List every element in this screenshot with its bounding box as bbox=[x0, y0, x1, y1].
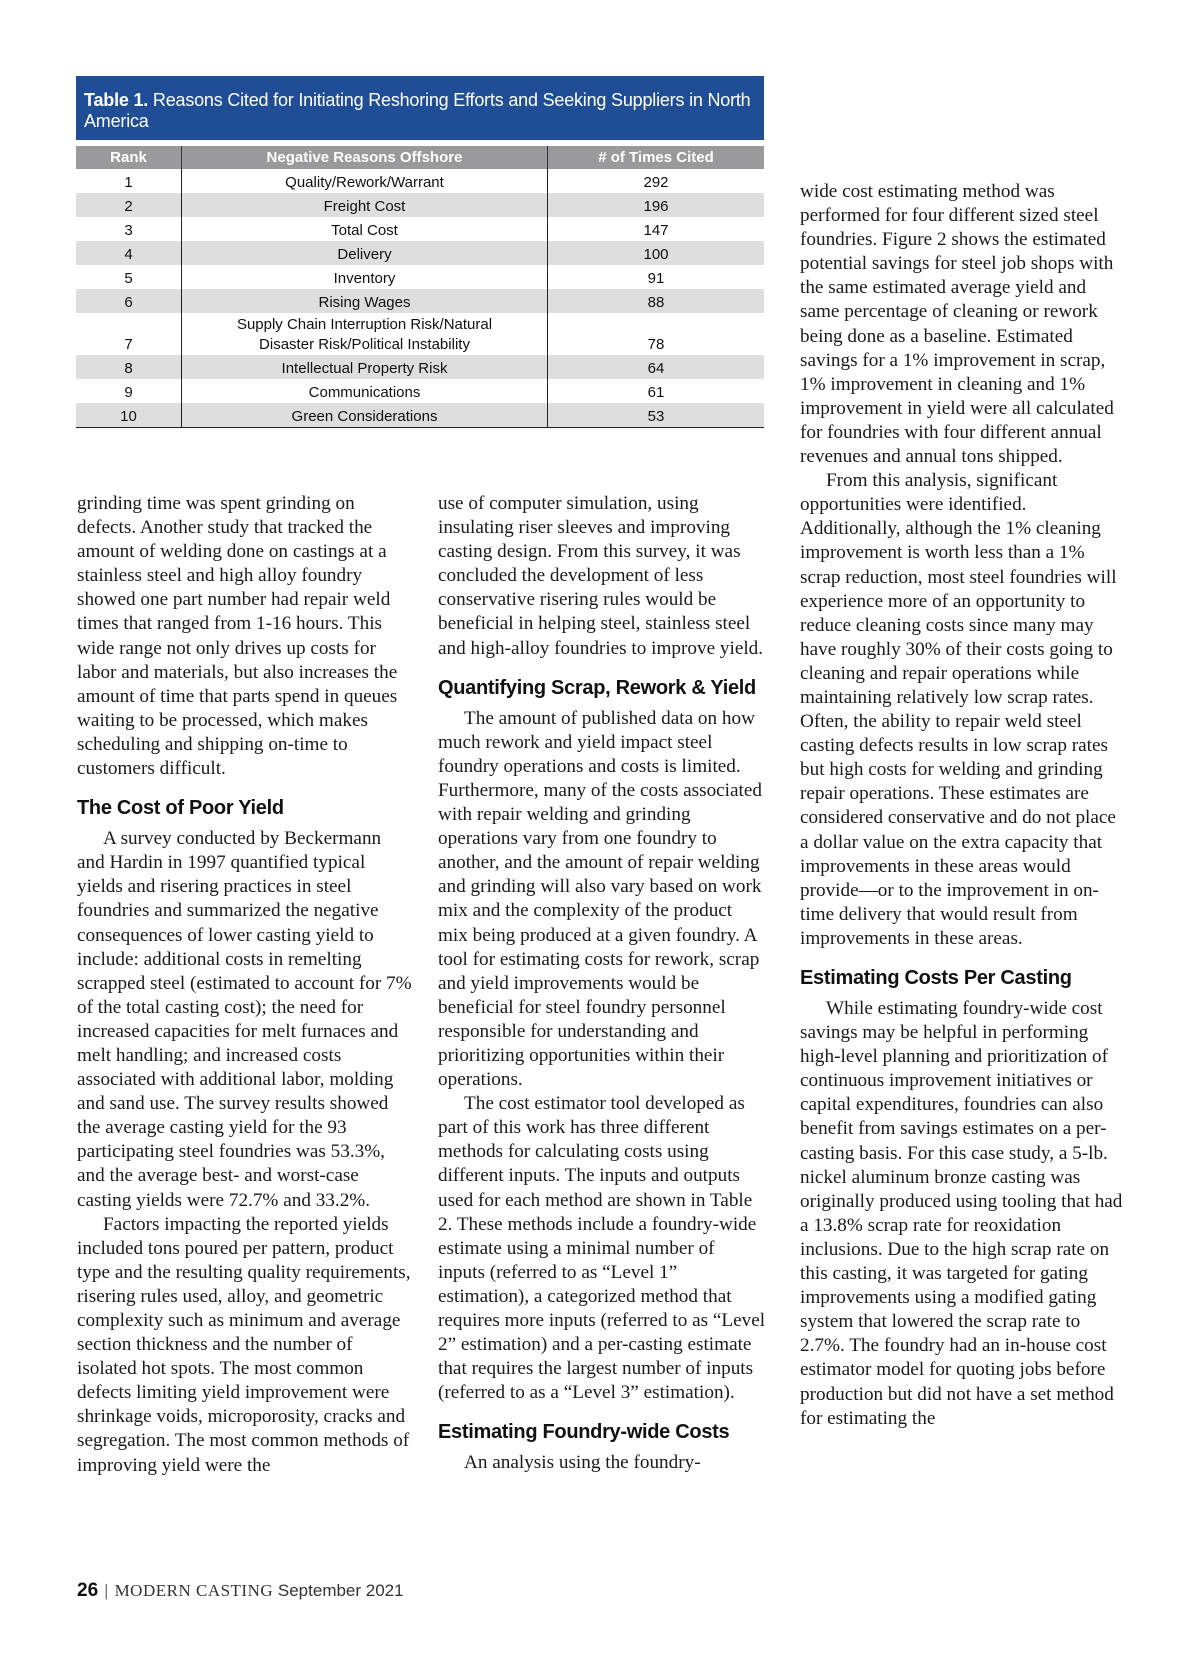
table-row bbox=[76, 289, 764, 313]
page-number: 26 bbox=[77, 1580, 99, 1601]
paragraph: A survey conducted by Beckermann and Hardin in 1997 quantified typical yields and risering practices in steel foundries and summarized the negative consequences of lower casting yield to include: additional costs in remelting scrapped steel (estimated to account for 7% of the total casting cost); the need for increased capacities for melt furnaces and melt handling; and increased costs associated with additional labor, molding and sand use. The survey results showed the average casting yield for the 93 participating steel foundries was 53.3%, and the average best- and worst-case casting yields were 72.7% and 33.2%. bbox=[77, 828, 412, 1211]
reason-cell: Rising Wages bbox=[182, 289, 548, 313]
reason-cell: Intellectual Property Risk bbox=[182, 355, 548, 379]
magazine-name: MODERN CASTING bbox=[114, 1581, 274, 1600]
table-header-row bbox=[76, 146, 764, 169]
section-heading-cost-of-poor-yield: The Cost of Poor Yield bbox=[77, 797, 284, 820]
cited-cell: 91 bbox=[647, 270, 665, 287]
cited-cell: 292 bbox=[643, 174, 669, 191]
column-3 bbox=[800, 180, 1128, 1431]
cited-cell: 88 bbox=[548, 289, 765, 313]
cited-cell: 53 bbox=[548, 403, 765, 428]
reason-cell: Green Considerations bbox=[182, 403, 548, 428]
table-row bbox=[76, 265, 764, 289]
rank-cell: 2 bbox=[76, 193, 182, 217]
reason-cell: Inventory bbox=[182, 265, 548, 289]
rank-cell: 5 bbox=[76, 265, 182, 289]
rank-cell: 10 bbox=[76, 403, 182, 428]
rank-cell: 4 bbox=[76, 241, 182, 265]
paragraph: While estimating foundry-wide cost savings may be helpful in performing high-level planning and prioritization of continuous improvement initiatives or capital expenditures, foundries can also benefit from savings estimates on a per-casting basis. For this case study, a 5-lb. nickel aluminum bronze casting was originally produced using tooling that had a 13.8% scrap rate for reoxidation inclusions. Due to the high scrap rate on this casting, it was targeted for gating improvements using a modified gating system that lowered the scrap rate to 2.7%. The foundry had an in-house cost estimator model for quoting jobs before production but did not have a set method for estimating the bbox=[800, 998, 1123, 1429]
table-row bbox=[76, 403, 764, 428]
header-rank: Rank bbox=[76, 146, 182, 169]
reason-cell: Freight Cost bbox=[182, 193, 548, 217]
cited-cell: 61 bbox=[647, 384, 665, 401]
table-row bbox=[76, 355, 764, 379]
table-row bbox=[76, 241, 764, 265]
reason-cell: Quality/Rework/Warrant bbox=[182, 169, 548, 193]
table-caption-text: Reasons Cited for Initiating Reshoring Efforts and Seeking Suppliers in North America bbox=[84, 90, 751, 131]
table-row bbox=[76, 379, 764, 403]
paragraph: Factors impacting the reported yields included tons poured per pattern, product type and the resulting quality requirements, risering rules used, alloy, and geometric complexity such as minimum and average section thickness and the number of isolated hot spots. The most common defects limiting yield improvement were shrinkage voids, microporosity, cracks and segregation. The most common methods of improving yield were the bbox=[77, 1213, 411, 1476]
reasons-table bbox=[76, 146, 764, 428]
table-caption bbox=[76, 76, 764, 140]
section-heading-quantifying: Quantifying Scrap, Rework & Yield bbox=[438, 676, 756, 699]
column-1 bbox=[77, 492, 413, 1478]
rank-cell: 6 bbox=[76, 289, 182, 313]
table-row bbox=[76, 313, 764, 355]
reason-line-2: Disaster Risk/Political Instability bbox=[259, 336, 470, 353]
cited-cell: 100 bbox=[548, 241, 765, 265]
header-times-cited: # of Times Cited bbox=[548, 146, 765, 169]
rank-cell: 7 bbox=[76, 313, 182, 355]
paragraph: The amount of published data on how much rework and yield impact steel foundry operations and costs is limited. Furthermore, many of the costs associated with repair welding and grinding operations vary from one foundry to another, and the amount of repair welding and grinding will also vary based on work mix and the complexity of the product mix being produced at a given foundry. A tool for estimating costs for rework, scrap and yield improvements would be beneficial for steel foundry personnel responsible for understanding and prioritizing opportunities within their operations. bbox=[438, 707, 762, 1091]
section-heading-foundry-wide-costs: Estimating Foundry-wide Costs bbox=[438, 1421, 730, 1444]
reason-cell: Total Cost bbox=[182, 217, 548, 241]
rank-cell: 8 bbox=[76, 355, 182, 379]
reason-cell: Communications bbox=[182, 379, 548, 403]
table-caption-label: Table 1. bbox=[84, 90, 149, 110]
paragraph: From this analysis, significant opportunities were identified. Additionally, although the 1% cleaning improvement is worth less than a 1% scrap reduction, most steel foundries will experience more of an opportunity to reduce cleaning costs since many may have roughly 30% of their costs going to cleaning and repair operations while maintaining relatively low scrap rates. Often, the ability to repair weld steel casting defects results in low scrap rates but high costs for welding and grinding repair operations. These estimates are considered conservative and do not place a dollar value on the extra capacity that improvements in these areas would provide—or to the improvement in on-time delivery that would result from improvements in these areas. bbox=[800, 470, 1117, 949]
cited-cell: 64 bbox=[548, 355, 765, 379]
table-row bbox=[76, 169, 764, 193]
rank-cell: 9 bbox=[76, 379, 182, 403]
paragraph: grinding time was spent grinding on defects. Another study that tracked the amount of welding done on castings at a stainless steel and high alloy foundry showed one part number had repair weld times that ranged from 1-16 hours. This wide range not only drives up costs for labor and materials, but also increases the amount of time that parts spend in queues waiting to be processed, which makes scheduling and shipping on-time to customers difficult. bbox=[77, 493, 398, 780]
reason-cell bbox=[182, 313, 548, 355]
table-1 bbox=[76, 76, 764, 428]
paragraph: The cost estimator tool developed as part of this work has three different methods for calculating costs using different inputs. The inputs and outputs used for each method are shown in Table 2. These methods include a foundry-wide estimate using a minimal number of inputs (referred to as “Level 1” estimation), a categorized method that requires more inputs (referred to as “Level 2” estimation) and a per-casting estimate that requires the largest number of inputs (referred to as a “Level 3” estimation). bbox=[438, 1093, 766, 1404]
paragraph: wide cost estimating method was performed for four different sized steel foundries. Figure 2 shows the estimated potential savings for steel job shops with the same estimated average yield and same percentage of cleaning or rework being done as a baseline. Estimated savings for a 1% improvement in scrap, 1% improvement in cleaning and 1% improvement in yield were all calculated for foundries with four different annual revenues and annual tons shipped. bbox=[800, 181, 1114, 468]
column-2 bbox=[438, 492, 766, 1475]
issue-date: September 2021 bbox=[277, 1581, 404, 1600]
reason-line-1: Supply Chain Interruption Risk/Natural bbox=[236, 316, 493, 333]
table-row bbox=[76, 193, 764, 217]
paragraph: An analysis using the foundry- bbox=[464, 1452, 701, 1474]
rank-cell: 1 bbox=[76, 169, 182, 193]
rank-cell: 3 bbox=[76, 217, 182, 241]
cited-cell: 196 bbox=[548, 193, 765, 217]
paragraph: use of computer simulation, using insulating riser sleeves and improving casting design. From this survey, it was concluded the development of less conservative risering rules would be beneficial in helping steel, stainless steel and high-alloy foundries to improve yield. bbox=[438, 493, 764, 659]
cited-cell: 78 bbox=[647, 336, 665, 353]
page-footer bbox=[77, 1580, 404, 1602]
table-row bbox=[76, 217, 764, 241]
reason-cell: Delivery bbox=[182, 241, 548, 265]
section-heading-costs-per-casting: Estimating Costs Per Casting bbox=[800, 967, 1072, 989]
footer-separator: | bbox=[104, 1581, 109, 1600]
cited-cell: 147 bbox=[643, 222, 669, 239]
header-reasons: Negative Reasons Offshore bbox=[182, 146, 548, 169]
